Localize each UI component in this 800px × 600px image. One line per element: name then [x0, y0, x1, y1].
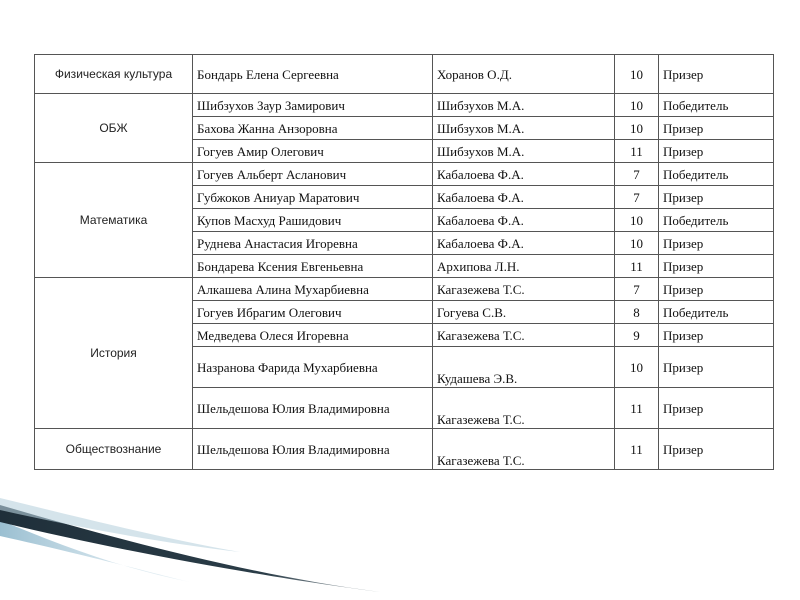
result-cell: Призер	[659, 324, 774, 347]
teacher-cell: Гогуева С.В.	[433, 301, 615, 324]
result-cell: Призер	[659, 186, 774, 209]
result-cell: Победитель	[659, 301, 774, 324]
grade-cell: 8	[615, 301, 659, 324]
teacher-cell: Шибзухов М.А.	[433, 117, 615, 140]
result-cell: Призер	[659, 232, 774, 255]
result-cell: Призер	[659, 347, 774, 388]
teacher-cell: Кагазежева Т.С.	[433, 324, 615, 347]
result-cell: Призер	[659, 55, 774, 94]
student-cell: Губжоков Аниуар Маратович	[193, 186, 433, 209]
teacher-cell: Архипова Л.Н.	[433, 255, 615, 278]
student-cell: Руднева Анастасия Игоревна	[193, 232, 433, 255]
subject-cell: ОБЖ	[35, 94, 193, 163]
result-cell: Победитель	[659, 209, 774, 232]
result-cell: Победитель	[659, 94, 774, 117]
teacher-cell: Кабалоева Ф.А.	[433, 163, 615, 186]
subject-cell: Математика	[35, 163, 193, 278]
grade-cell: 11	[615, 140, 659, 163]
student-cell: Бондарь Елена Сергеевна	[193, 55, 433, 94]
student-cell: Бахова Жанна Анзоровна	[193, 117, 433, 140]
student-cell: Бондарева Ксения Евгеньевна	[193, 255, 433, 278]
grade-cell: 11	[615, 429, 659, 470]
student-cell: Алкашева Алина Мухарбиевна	[193, 278, 433, 301]
teacher-cell: Кабалоева Ф.А.	[433, 186, 615, 209]
teacher-cell: Кабалоева Ф.А.	[433, 209, 615, 232]
student-cell: Шельдешова Юлия Владимировна	[193, 429, 433, 470]
grade-cell: 7	[615, 278, 659, 301]
teacher-cell: Шибзухов М.А.	[433, 94, 615, 117]
result-cell: Призер	[659, 388, 774, 429]
student-cell: Гогуев Альберт Асланович	[193, 163, 433, 186]
grade-cell: 9	[615, 324, 659, 347]
result-cell: Победитель	[659, 163, 774, 186]
student-cell: Шельдешова Юлия Владимировна	[193, 388, 433, 429]
student-cell: Шибзухов Заур Замирович	[193, 94, 433, 117]
result-cell: Призер	[659, 255, 774, 278]
subject-cell: История	[35, 278, 193, 429]
result-cell: Призер	[659, 117, 774, 140]
subject-cell: Физическая культура	[35, 55, 193, 94]
grade-cell: 10	[615, 347, 659, 388]
grade-cell: 10	[615, 209, 659, 232]
grade-cell: 11	[615, 255, 659, 278]
student-cell: Гогуев Амир Олегович	[193, 140, 433, 163]
student-cell: Гогуев Ибрагим Олегович	[193, 301, 433, 324]
student-cell: Купов Масхуд Рашидович	[193, 209, 433, 232]
grade-cell: 11	[615, 388, 659, 429]
result-cell: Призер	[659, 429, 774, 470]
grade-cell: 7	[615, 186, 659, 209]
result-cell: Призер	[659, 278, 774, 301]
result-cell: Призер	[659, 140, 774, 163]
teacher-cell: Кагазежева Т.С.	[433, 429, 615, 470]
teacher-cell: Кудашева Э.В.	[433, 347, 615, 388]
grade-cell: 7	[615, 163, 659, 186]
grade-cell: 10	[615, 117, 659, 140]
teacher-cell: Кабалоева Ф.А.	[433, 232, 615, 255]
teacher-cell: Шибзухов М.А.	[433, 140, 615, 163]
subject-cell: Обществознание	[35, 429, 193, 470]
teacher-cell: Кагазежева Т.С.	[433, 388, 615, 429]
grade-cell: 10	[615, 94, 659, 117]
teacher-cell: Кагазежева Т.С.	[433, 278, 615, 301]
grade-cell: 10	[615, 55, 659, 94]
teacher-cell: Хоранов О.Д.	[433, 55, 615, 94]
grade-cell: 10	[615, 232, 659, 255]
student-cell: Назранова Фарида Мухарбиевна	[193, 347, 433, 388]
student-cell: Медведева Олеся Игоревна	[193, 324, 433, 347]
